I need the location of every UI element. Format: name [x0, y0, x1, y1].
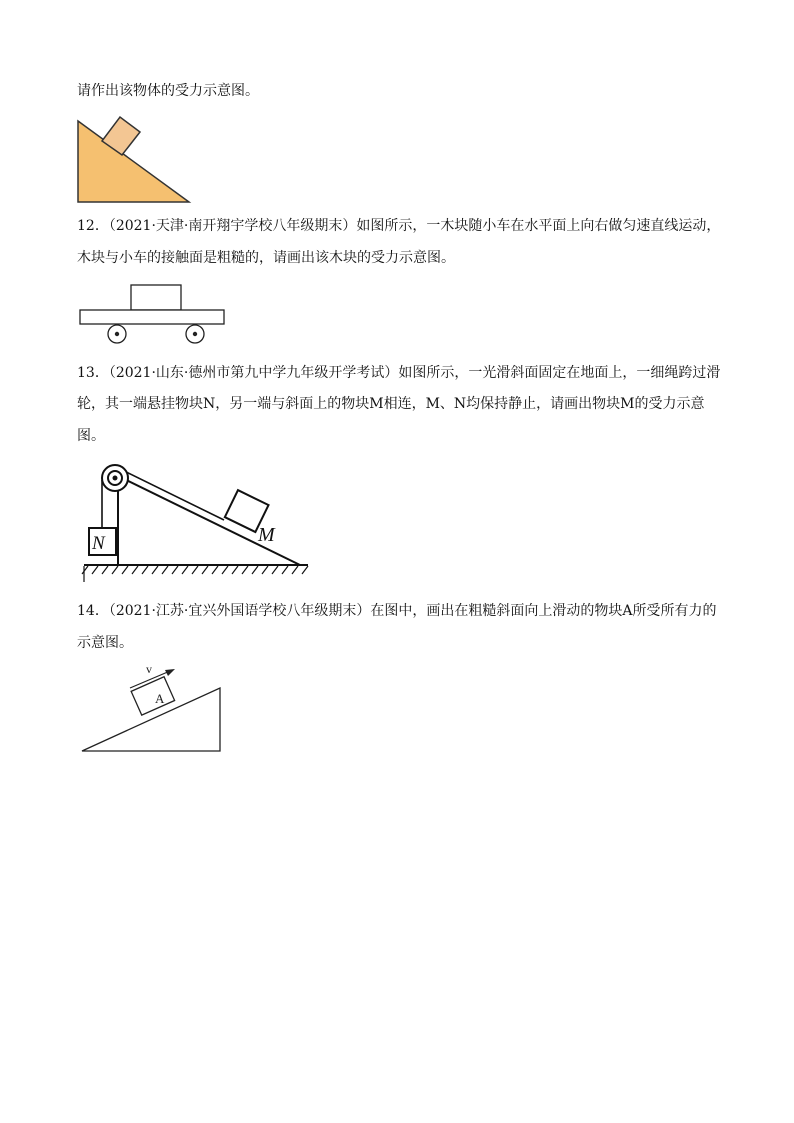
q14-text-line2: 示意图。: [77, 635, 133, 651]
q14-block-a: [131, 677, 174, 715]
q12-left-wheel: [108, 325, 126, 343]
q11-incline-figure: [76, 115, 194, 205]
q14-label-a: A: [155, 691, 165, 706]
q13-incline-slope: [118, 476, 300, 565]
q12-right-wheel: [186, 325, 204, 343]
q14-text-line1: 14．（2021·江苏·宜兴外国语学校八年级期末）在图中，画出在粗糙斜面向上滑动的物块A所受所有力的: [77, 603, 717, 619]
q13-text-line3: 图。: [77, 428, 105, 444]
q13-text-line1: 13．（2021·山东·德州市第九中学九年级开学考试）如图所示，一光滑斜面固定在地面上，一细绳跨过滑: [77, 365, 721, 381]
q12-cart-body: [80, 310, 224, 324]
q13-label-n: N: [92, 533, 105, 554]
q12-cart-figure: [78, 283, 228, 345]
q14-incline-figure: [78, 662, 228, 758]
q12-wooden-block: [131, 285, 181, 310]
q12-text-line2: 木块与小车的接触面是粗糙的，请画出该木块的受力示意图。: [77, 250, 455, 266]
q14-label-v: v: [146, 662, 152, 676]
q11-text: 请作出该物体的受力示意图。: [77, 83, 259, 99]
q13-rope-slope: [118, 468, 224, 520]
q12-text-line1: 12．（2021·天津·南开翔宇学校八年级期末）如图所示，一木块随小车在水平面上向右做匀速直线运动，: [77, 218, 721, 234]
q13-label-m: M: [258, 524, 275, 546]
q13-text-line2: 轮，其一端悬挂物块N，另一端与斜面上的物块M相连，M、N均保持静止，请画出物块M的受力示意: [77, 396, 705, 412]
q13-pulley-incline-figure: [78, 458, 318, 588]
